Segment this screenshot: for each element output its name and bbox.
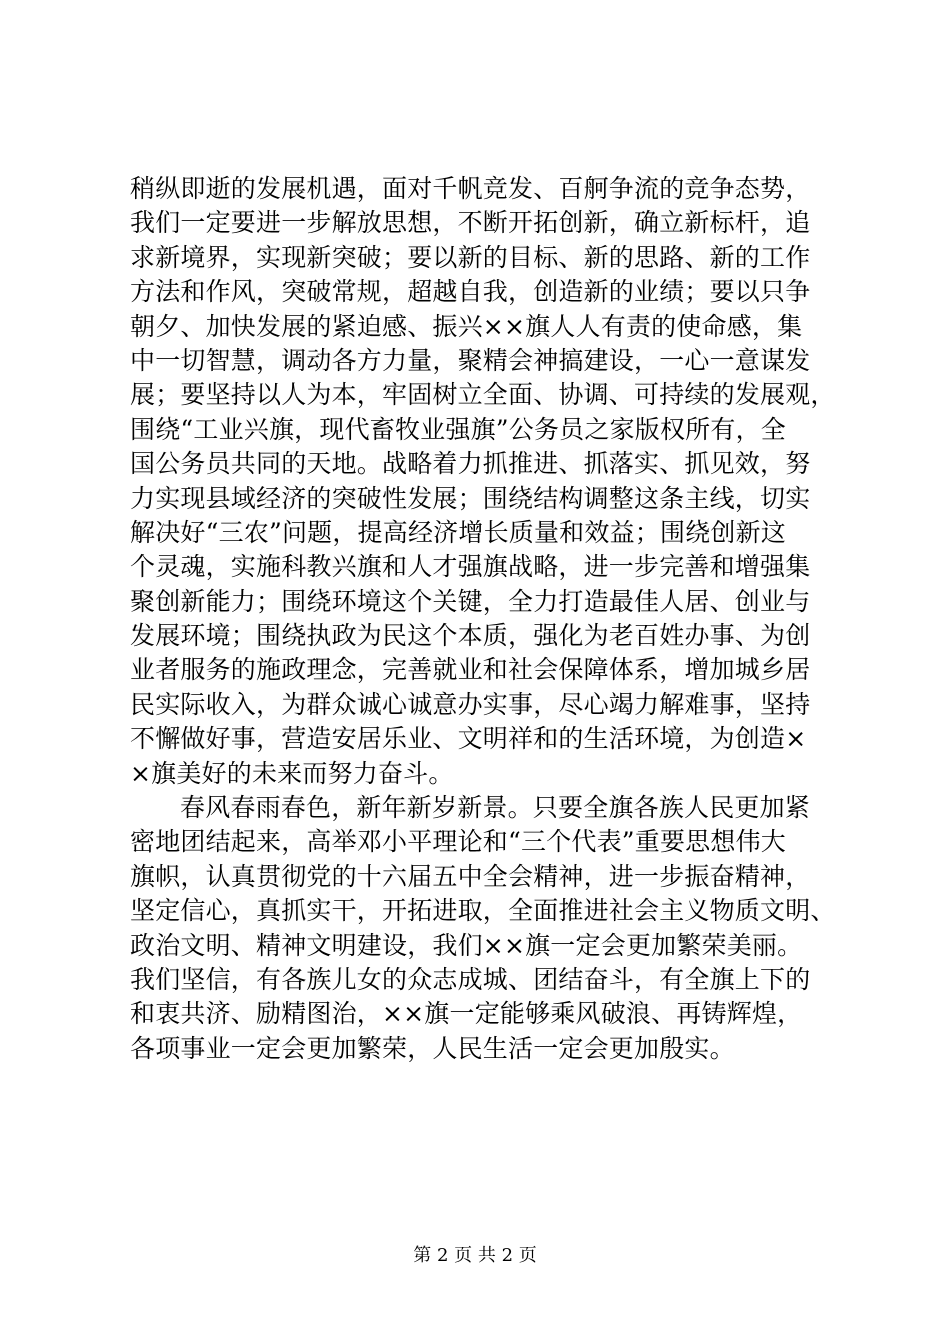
paragraph-line: 发展环境；围绕执政为民这个本质，强化为老百姓办事、为创 [130,621,811,651]
paragraph-line: 围绕“工业兴旗，现代畜牧业强旗”公务员之家版权所有，全 [130,414,786,444]
paragraph-line: 力实现县域经济的突破性发展；围绕结构调整这条主线，切实 [130,483,811,513]
paragraph-line: 坚定信心，真抓实干，开拓进取，全面推进社会主义物质文明、 [130,896,836,926]
paragraph-line: ×旗美好的未来而努力奋斗。 [130,758,454,788]
paragraph-line: 旗帜，认真贯彻党的十六届五中全会精神，进一步振奋精神， [130,861,811,891]
paragraph-line: 和衷共济、励精图治，××旗一定能够乘风破浪、再铸辉煌， [130,999,803,1029]
paragraph-line: 个灵魂，实施科教兴旗和人才强旗战略，进一步完善和增强集 [130,552,811,582]
paragraph-line: 春风春雨春色，新年新岁新景。只要全旗各族人民更加紧 [180,793,811,823]
paragraph-line: 我们一定要进一步解放思想，不断开拓创新，确立新标杆，追 [130,208,811,238]
paragraph-line: 中一切智慧，调动各方力量，聚精会神搞建设，一心一意谋发 [130,345,811,375]
paragraph-1 [130,172,850,791]
paragraph-line: 民实际收入，为群众诚心诚意办实事，尽心竭力解难事，坚持 [130,689,811,719]
paragraph-line: 朝夕、加快发展的紧迫感、振兴××旗人人有责的使命感，集 [130,311,803,341]
paragraph-line: 国公务员共同的天地。战略着力抓推进、抓落实、抓见效，努 [130,449,811,479]
paragraph-2 [130,791,850,1066]
paragraph-line: 稍纵即逝的发展机遇，面对千帆竞发、百舸争流的竞争态势， [130,174,811,203]
page-number-footer: 第 2 页 共 2 页 [413,1245,537,1266]
paragraph-line: 密地团结起来，高举邓小平理论和“三个代表”重要思想伟大 [130,827,786,857]
paragraph-line: 我们坚信，有各族儿女的众志成城、团结奋斗，有全旗上下的 [130,964,811,994]
paragraph-line: 求新境界，实现新突破；要以新的目标、新的思路、新的工作 [130,242,811,272]
paragraph-line: 展；要坚持以人为本，牢固树立全面、协调、可持续的发展观， [130,380,836,410]
paragraph-line: 各项事业一定会更加繁荣，人民生活一定会更加殷实。 [130,1033,735,1063]
paragraph-line: 不懈做好事，营造安居乐业、文明祥和的生活环境，为创造× [130,724,807,754]
paragraph-line: 聚创新能力；围绕环境这个关键，全力打造最佳人居、创业与 [130,586,811,616]
paragraph-line: 方法和作风，突破常规，超越自我，创造新的业绩；要以只争 [130,277,811,307]
document-body [130,172,850,1066]
paragraph-line: 解决好“三农”问题，提高经济增长质量和效益；围绕创新这 [130,517,786,547]
paragraph-line: 业者服务的施政理念，完善就业和社会保障体系，增加城乡居 [130,655,811,685]
paragraph-line: 政治文明、精神文明建设，我们××旗一定会更加繁荣美丽。 [130,930,803,960]
